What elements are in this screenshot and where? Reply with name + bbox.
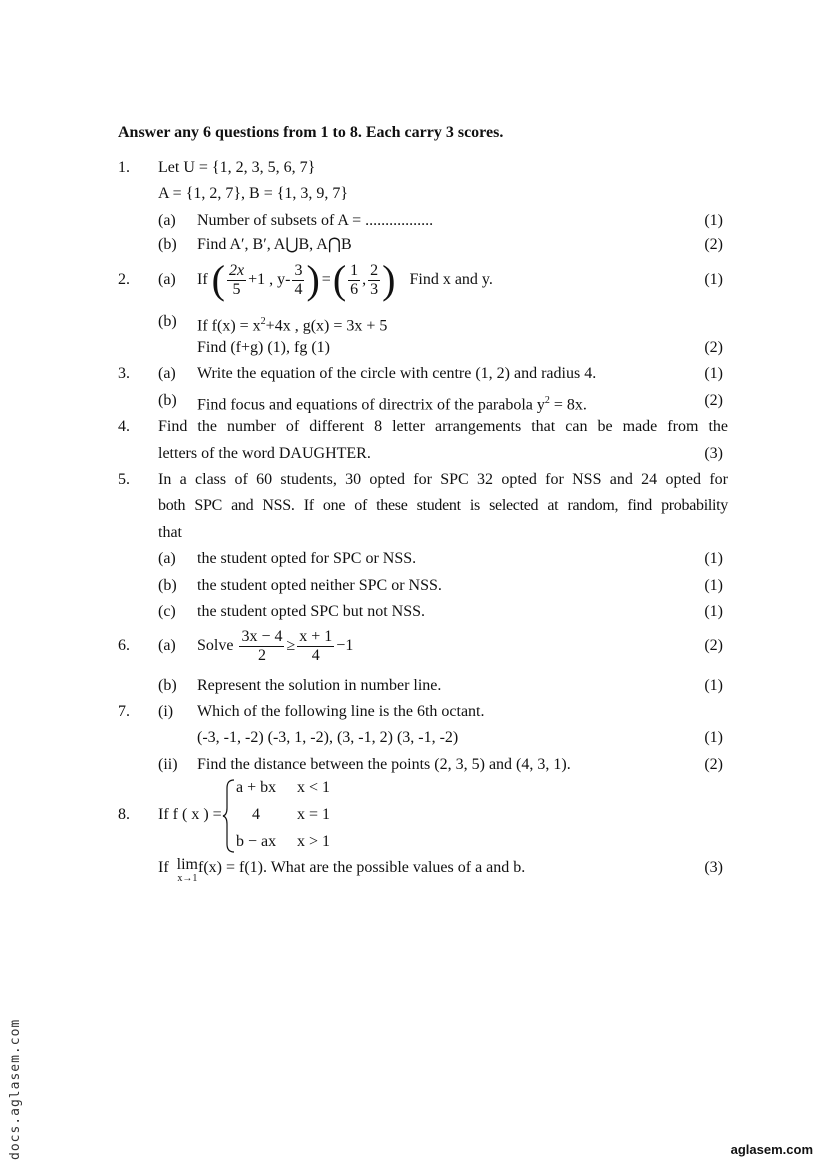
question-3-number: 3. (118, 365, 130, 382)
lim-subscript: x→1 (177, 873, 198, 884)
side-watermark: docs.aglasem.com (8, 1018, 23, 1160)
question-5b-label: (b) (158, 577, 177, 594)
question-7i-text: Which of the following line is the 6th octant. (197, 703, 485, 720)
question-7i-mark: (1) (704, 729, 723, 746)
denominator: 4 (311, 646, 320, 664)
instruction-heading: Answer any 6 questions from 1 to 8. Each carry 3 scores. (118, 124, 504, 141)
equals-sign: = (321, 271, 331, 288)
numerator: x + 1 (299, 627, 333, 645)
denominator: 6 (350, 280, 359, 298)
denominator: 3 (370, 280, 379, 298)
question-1-line1: Let U = {1, 2, 3, 5, 6, 7} (158, 159, 316, 176)
text: If f(x) = x (197, 317, 261, 335)
question-6-number: 6. (118, 637, 130, 654)
question-8-number: 8. (118, 806, 130, 823)
text: +4x , g(x) = 3x + 5 (265, 317, 388, 335)
question-5-line1: In a class of 60 students, 30 opted for SPC 32 opted for NSS and 24 opted for (158, 471, 728, 488)
right-paren: ) (382, 257, 396, 302)
case-2-cond: x = 1 (297, 806, 331, 823)
ge-sign: ≥ (286, 637, 296, 654)
fraction-1-6 (348, 262, 360, 299)
q2a-find: Find x and y. (409, 271, 493, 288)
question-1a-text: Number of subsets of A = ................. (197, 212, 434, 229)
question-1b-mark: (2) (704, 236, 723, 253)
limit-operator (177, 858, 198, 886)
question-2b-line2: Find (f+g) (1), fg (1) (197, 339, 330, 356)
case-1-cond: x < 1 (297, 779, 331, 796)
question-2a-label: (a) (158, 271, 176, 288)
fraction-2-3 (368, 262, 380, 299)
q2a-if: If (197, 271, 208, 288)
question-7i-options: (-3, -1, -2) (-3, 1, -2), (3, -1, 2) (3, -1, -2) (197, 729, 459, 746)
question-1-number: 1. (118, 159, 130, 176)
numerator: 1 (350, 261, 359, 279)
case-3-cond: x > 1 (297, 833, 331, 850)
question-5a-text: the student opted for SPC or NSS. (197, 550, 417, 567)
question-1a-mark: (1) (704, 212, 723, 229)
question-3a-text: Write the equation of the circle with centre (1, 2) and radius 4. (197, 365, 597, 382)
question-4-line2: letters of the word DAUGHTER. (158, 445, 371, 462)
question-4-number: 4. (118, 418, 130, 435)
question-8-fx: If f ( x ) = (158, 806, 222, 823)
numerator: 3x − 4 (241, 627, 283, 645)
curly-brace (222, 778, 236, 854)
question-5-line3: that (158, 524, 182, 541)
question-2b-mark: (2) (704, 339, 723, 356)
text: = 8x. (549, 396, 587, 414)
question-5-number: 5. (118, 471, 130, 488)
question-5c-text: the student opted SPC but not NSS. (197, 603, 426, 620)
denominator: 4 (294, 280, 303, 298)
numerator: 3 (294, 261, 303, 279)
question-8-limit-line (158, 858, 525, 886)
text: Find focus and equations of directrix of the parabola y (197, 396, 545, 414)
footer-brand: aglasem.com (730, 1142, 813, 1157)
lim-word: lim (176, 856, 198, 873)
question-2a-mark: (1) (704, 271, 723, 288)
case-2-expr: 4 (252, 806, 260, 823)
question-5b-mark: (1) (704, 577, 723, 594)
question-5c-label: (c) (158, 603, 176, 620)
question-1a-label: (a) (158, 212, 176, 229)
question-6a-inequality (197, 622, 353, 670)
left-paren: ( (211, 257, 225, 302)
question-1-line2: A = {1, 2, 7}, B = {1, 3, 9, 7} (158, 185, 349, 202)
question-7ii-label: (ii) (158, 756, 178, 773)
q2a-mid: +1 , y- (248, 271, 291, 288)
question-8-mark: (3) (704, 859, 723, 876)
left-paren: ( (332, 257, 347, 302)
question-3b-label: (b) (158, 392, 177, 409)
lim-if: If (158, 859, 169, 876)
question-5b-text: the student opted neither SPC or NSS. (197, 577, 442, 594)
question-1b-label: (b) (158, 236, 177, 253)
question-3b-mark: (2) (704, 392, 723, 409)
question-6b-mark: (1) (704, 677, 723, 694)
numerator: 2x (228, 261, 245, 279)
question-2b-label: (b) (158, 313, 177, 330)
question-5c-mark: (1) (704, 603, 723, 620)
superscript: 2 (260, 316, 266, 327)
q6a-tail: −1 (336, 637, 354, 654)
question-6a-mark: (2) (704, 637, 723, 654)
case-3-expr: b − ax (236, 833, 277, 850)
q6a-solve: Solve (197, 637, 234, 654)
fraction-x+1-over-4 (297, 628, 334, 665)
numerator: 2 (370, 261, 379, 279)
fraction-2x-5 (227, 262, 246, 299)
question-5-line2: both SPC and NSS. If one of these student is selected at random, find probability (158, 497, 728, 514)
question-7ii-text: Find the distance between the points (2, 3, 5) and (4, 3, 1). (197, 756, 571, 773)
question-7i-label: (i) (158, 703, 174, 720)
question-3a-mark: (1) (704, 365, 723, 382)
case-1-expr: a + bx (236, 779, 277, 796)
question-6b-text: Represent the solution in number line. (197, 677, 442, 694)
question-7ii-mark: (2) (704, 756, 723, 773)
question-2b-text (197, 312, 387, 336)
question-3b-text (197, 391, 587, 415)
question-1b-text: Find A′, B′, A⋃B, A⋂B (197, 236, 352, 253)
lim-text: f(x) = f(1). What are the possible values of a and b. (198, 859, 526, 876)
denominator: 5 (232, 280, 241, 298)
comma: , (362, 271, 367, 288)
denominator: 2 (257, 646, 266, 664)
question-2-number: 2. (118, 271, 130, 288)
fraction-3-4 (292, 262, 304, 299)
question-3a-label: (a) (158, 365, 176, 382)
fraction-3x-4-over-2 (239, 628, 284, 665)
superscript: 2 (544, 395, 550, 406)
right-paren: ) (306, 257, 320, 302)
question-2a-equation (197, 256, 493, 304)
question-5a-mark: (1) (704, 550, 723, 567)
question-4-mark: (3) (704, 445, 723, 462)
question-7-number: 7. (118, 703, 130, 720)
question-6b-label: (b) (158, 677, 177, 694)
question-4-line1: Find the number of different 8 letter arrangements that can be made from the (158, 418, 728, 435)
question-6a-label: (a) (158, 637, 176, 654)
question-5a-label: (a) (158, 550, 176, 567)
